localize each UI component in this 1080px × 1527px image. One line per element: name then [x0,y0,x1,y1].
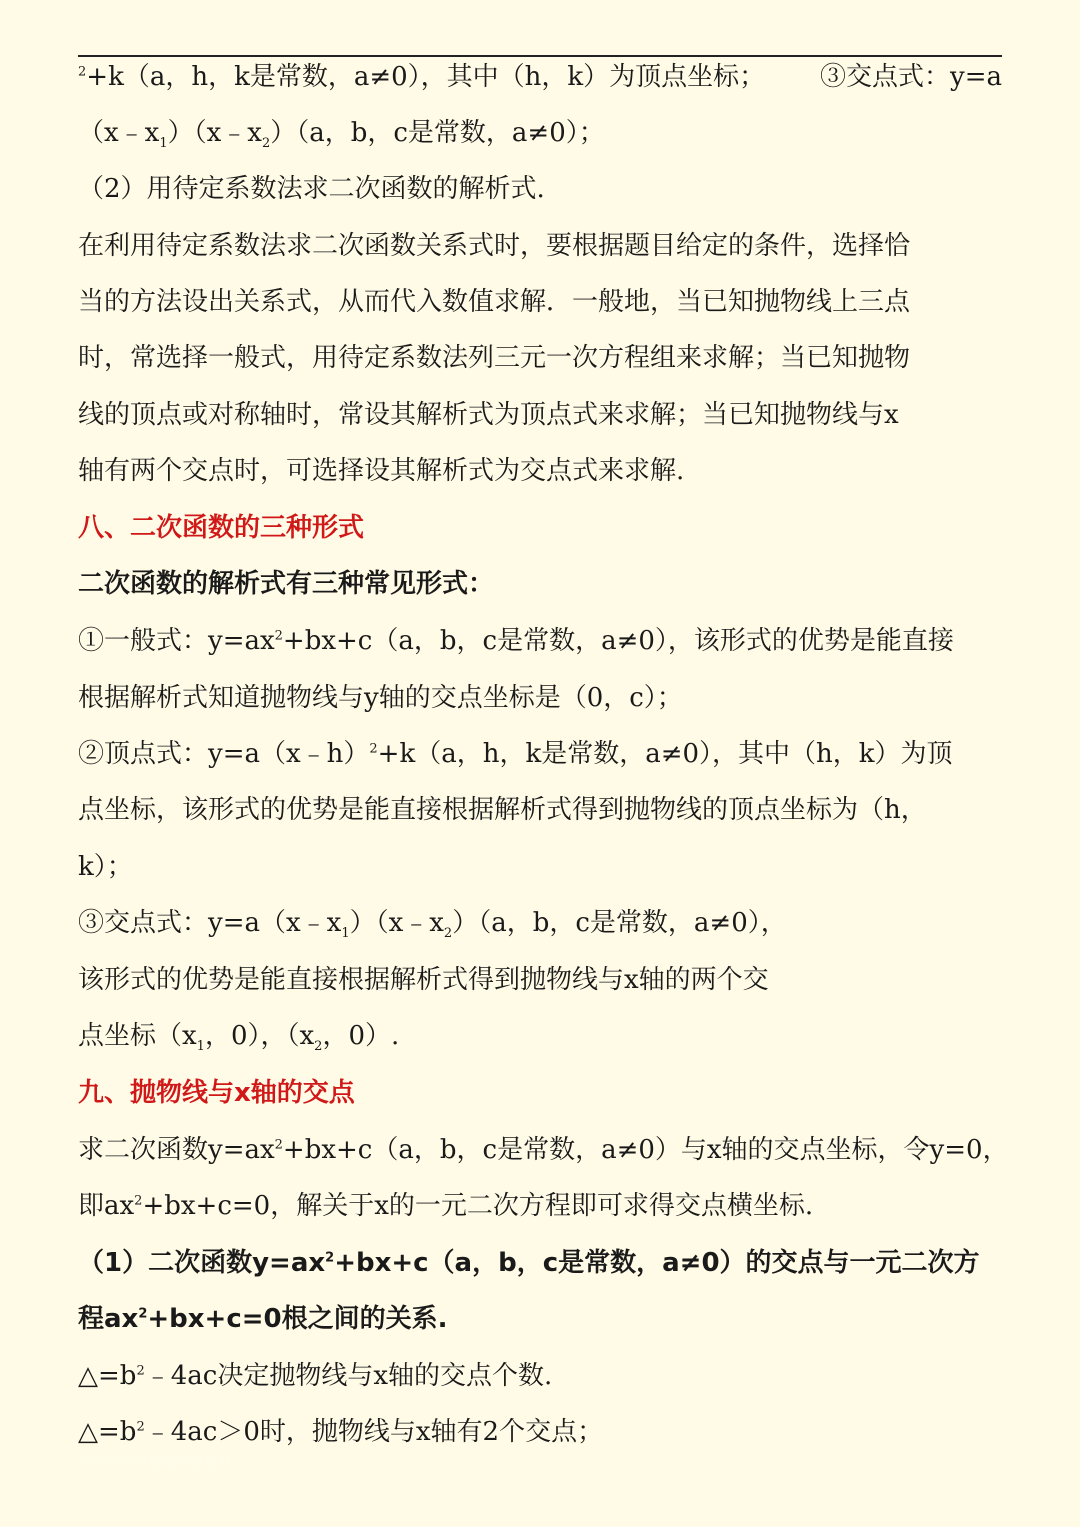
text-line: 点坐标，该形式的优势是能直接根据解析式得到抛物线的顶点坐标为（h， [78,795,927,825]
text-line: （2）用待定系数法求二次函数的解析式. [78,174,545,204]
subheading: 程$ax^2+bx+c=0$根之间的关系. [78,1304,448,1334]
top-rule [78,55,1002,57]
subheading: 二次函数的解析式有三种常见形式： [78,569,495,599]
text-line: ③交点式：$y=a(x﹣x_1)(x﹣x_2)(a$，b，c是常数，a≠0）， [78,908,787,942]
section-heading: 九、抛物线与x轴的交点 [78,1078,355,1108]
section-heading: 八、二次函数的三种形式 [78,513,365,543]
text-line: $^2$+k（a，h，k是常数，a≠0），其中（h，k）为顶点坐标； ③交点式：y=a [78,62,1002,92]
text-line: 在利用待定系数法求二次函数关系式时，要根据题目给定的条件，选择恰 [78,231,911,261]
text-line: 点坐标（$x_1$，0），（$x_2$，0）. [78,1021,400,1055]
text-line: ②顶点式：y=a（x﹣h）$^2$+k（a，h，k是常数，a≠0），其中（h，k）为顶 [78,739,953,769]
subheading: （1）二次函数$y=ax^2+bx+c(a$，b，c是常数，a≠0）的交点与一元二次方 [78,1248,980,1278]
text-line: 轴有两个交点时，可选择设其解析式为交点式来求解. [78,456,685,486]
text-line: ①一般式：$y=ax^2+bx+c(a$，b，c是常数，a≠0），该形式的优势是能直接 [78,626,954,656]
text-line: 求二次函数$y=ax^2+bx+c(a$，b，c是常数，a≠0）与x轴的交点坐标，令y=0， [78,1135,1009,1165]
text-line: 该形式的优势是能直接根据解析式得到抛物线与x轴的两个交 [78,965,769,995]
text-line: k）； [78,852,133,882]
watermark: 关注公众号获取更多资料 [78,1455,232,1471]
text-line: $\triangle=b^2﹣4ac$决定抛物线与x轴的交点个数. [78,1361,553,1391]
text-line: $\triangle=b^2﹣4ac>0$时，抛物线与x轴有2个交点； [78,1417,604,1447]
text-line: 即$ax^2+bx+c=0$，解关于x的一元二次方程即可求得交点横坐标. [78,1191,814,1221]
text-line: 线的顶点或对称轴时，常设其解析式为顶点式来求解；当已知抛物线与x [78,400,899,430]
text-line: 根据解析式知道抛物线与y轴的交点坐标是（0，c）； [78,683,683,713]
text-line: $(x﹣x_1)(x﹣x_2)(a$，b，c是常数，a≠0）； [78,118,605,152]
text-line: 当的方法设出关系式，从而代入数值求解．一般地，当已知抛物线上三点 [78,287,911,317]
text-line: 时，常选择一般式，用待定系数法列三元一次方程组来求解；当已知抛物 [78,343,911,373]
